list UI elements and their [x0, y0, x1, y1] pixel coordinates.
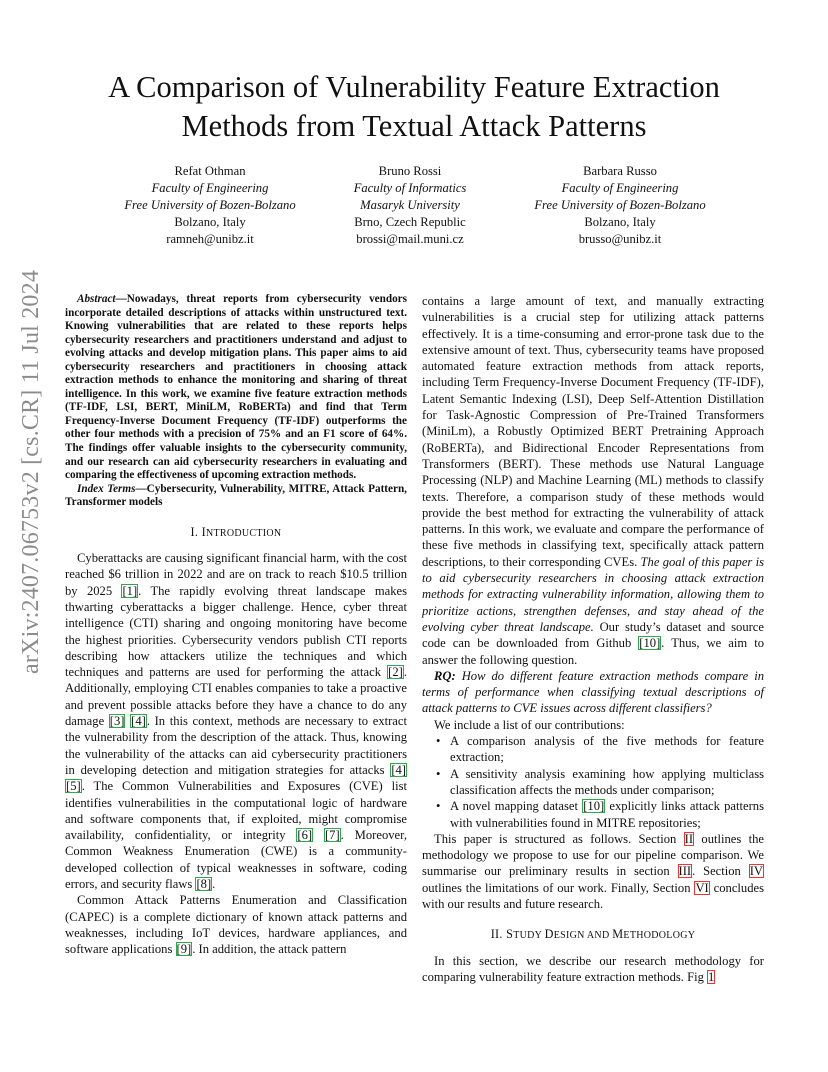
text: contains a large amount of text, and manually extracting vulnerabilities is a crucial step for utilizing attack patterns effectively. It is a time-consuming and error-prone task due to the extensive amount of text. Thus, cybersecurity teams have proposed automated feature extraction methods from attack reports, including Term Frequency-Inverse Document Frequency (TF-IDF), Latent Semantic Indexing (LSI), Deep Self-Attention Distillation for Task-Agnostic Compression of Pre-Trained Transformers (MiniLm), a Robustly Optimized BERT Pretraining Approach (RoBERTa), and Bidirectional Encoder Representations from Transformers (BERT). These methods use Natural Language Processing (NLP) and Machine Learning (ML) methods to classify texts. Therefore, a comparison study of these methods would provide the best method for extracting the vulnerability of attack patterns. In this work, we evaluate and compare the performance of these five methods in classifying text, specifically attack pattern descriptions, to their corresponding CVEs. [422, 294, 764, 569]
citation-link[interactable]: [4] [391, 762, 406, 777]
citation-link[interactable]: [3] [109, 714, 125, 729]
abstract-heading: Abstract [77, 293, 116, 305]
author-org: Free University of Bozen-Bolzano [534, 198, 706, 212]
structure-paragraph [422, 831, 764, 912]
intro-paragraph-2 [65, 892, 407, 957]
section-number: I. [190, 524, 202, 539]
author-org: Masaryk University [360, 198, 460, 212]
rq-label: RQ: [434, 668, 456, 683]
citation-link[interactable]: [5] [66, 779, 81, 794]
citation-link[interactable]: [1] [122, 583, 138, 598]
intro-paragraph-1 [65, 550, 407, 892]
author-location: Bolzano, Italy [174, 215, 246, 229]
arxiv-identifier[interactable]: arXiv:2407.06753v2 [cs.CR] 11 Jul 2024 [18, 269, 44, 674]
section-smallcaps: ESIGN AND [553, 930, 613, 942]
author-name: Refat Othman [174, 164, 246, 178]
intro-paragraph-3 [422, 293, 764, 668]
text: concludes with our results and future research. [422, 880, 764, 911]
citation-link[interactable]: [7] [324, 828, 340, 843]
author-org: Free University of Bozen-Bolzano [124, 198, 296, 212]
section-smallcaps: NTRODUCTION [205, 527, 282, 539]
list-item [450, 766, 764, 799]
author-dept: Faculty of Engineering [561, 181, 679, 195]
section-heading-methodology [422, 926, 764, 944]
text: . In addition, the attack pattern [192, 942, 347, 957]
contributions-intro: We include a list of our contributions: [434, 717, 625, 732]
author-2 [330, 163, 490, 248]
research-question [422, 668, 764, 717]
text: . [212, 876, 216, 891]
section-initial: I [201, 524, 206, 539]
text: Our study’s dataset and source code can be downloaded from Github [422, 619, 764, 651]
text: outlines the methodology we propose to use for our pipeline comparison. We summarise our preliminary results in section [422, 831, 764, 879]
goal-statement: The goal of this paper is to aid cybersecurity researchers in choosing attack extraction methods for extracting vulnerability information, allowing them to prioritize actions, strengthen defenses, and stay ahead of the evolving cyber threat landscape. [422, 554, 764, 634]
index-terms-text: —Cybersecurity, Vulnerability, MITRE, Attack Pattern, Transformer models [65, 482, 407, 509]
citation-link[interactable]: [10] [583, 799, 605, 814]
section-initial: S [506, 927, 514, 942]
text: . The rapidly evolving threat landscape makes thwarting cyberattacks a bigger challenge. Hence, cyber threat intelligence (CTI) sharing and ongoing monitoring have become the highest priorities. Cybersecurity vendors publish CTI reports describing how attackers utilize the techniques and which techniques and patterns are used for performing the attack [65, 583, 407, 680]
text: . Additionally, employing CTI enables companies to take a proactive and prevent possible attacks before they have a chance to do any damage [65, 665, 407, 729]
text: . Section [692, 864, 749, 879]
index-terms [65, 483, 407, 510]
rq-text: How do different feature extraction methods compare in terms of performance when classifying textual descriptions of attack patterns to CVE issues across different classifiers? [422, 668, 764, 716]
text: In this section, we describe our research methodology for comparing vulnerability feature extraction methods. Fig [422, 953, 764, 984]
citation-link[interactable]: [4] [131, 714, 146, 729]
text: A comparison analysis of the five methods for feature extraction; [450, 734, 764, 765]
section-smallcaps: TUDY [513, 930, 545, 942]
text: This paper is structured as follows. Section [434, 831, 684, 846]
citation-link[interactable]: [10] [639, 636, 661, 651]
list-item [450, 798, 764, 831]
author-dept: Faculty of Informatics [353, 181, 467, 195]
figure-link[interactable]: 1 [708, 969, 715, 984]
author-name: Bruno Rossi [378, 164, 442, 178]
text: A novel mapping dataset [450, 799, 583, 814]
index-terms-heading: Index Terms [77, 482, 136, 495]
abstract-text: —Nowadays, threat reports from cybersecurity vendors incorporate detailed descriptions of attacks within unstructured text. Knowing vulnerabilities that are related to these reports helps cybersecurity researchers and practitioners understand and adjust to evolving attacks and develop mitigation plans. This paper aims to aid cybersecurity researchers and practitioners in choosing attack extraction methods to enhance the monitoring and sharing of threat intelligence. In this work, we examine five feature extraction methods (TF-IDF, LSI, BERT, MiniLM, RoBERTa) and find that Term Frequency-Inverse Document Frequency (TF-IDF) outperforms the other four methods with a precision of 75% and an F1 score of 64%. The findings offer valuable insights to the cybersecurity community, and our research can aid cybersecurity researchers in evaluating and comparing the effectiveness of upcoming extraction methods. [65, 293, 407, 482]
section-link[interactable]: II [684, 831, 694, 846]
citation-link[interactable]: [8] [196, 876, 212, 891]
author-dept: Faculty of Engineering [151, 181, 269, 195]
section-initial: M [612, 927, 624, 942]
section-heading-introduction [65, 524, 407, 542]
author-name: Barbara Russo [583, 164, 657, 178]
text: . Thus, we aim to answer the following question. [422, 636, 764, 667]
author-email[interactable]: brusso@unibz.it [578, 232, 662, 246]
author-email[interactable]: brossi@mail.muni.cz [356, 232, 464, 246]
text: . The Common Vulnerabilities and Exposures (CVE) list identifies vulnerabilities in the computational logic of hardware and software components that, if exploited, might compromise availability, confidentiality, or integrity [65, 779, 407, 843]
text: outlines the limitations of our work. Finally, Section [422, 880, 695, 895]
right-column [422, 293, 764, 985]
text: Common Attack Patterns Enumeration and Classification (CAPEC) is a complete dictionary of known attack patterns and weaknesses, including IoT devices, hardware appliances, and software applications [65, 893, 407, 957]
section-link[interactable]: IV [749, 864, 763, 879]
text: Cyberattacks are causing significant financial harm, with the cost reached $6 trillion in 2022 and are on track to reach $10.5 trillion by 2025 [65, 551, 407, 598]
citation-link[interactable]: [9] [176, 942, 192, 957]
list-item [450, 733, 764, 766]
text: A sensitivity analysis examining how applying multiclass classification affects the methods under comparison; [450, 766, 764, 797]
section-number: II. [490, 927, 507, 942]
citation-link[interactable]: [2] [388, 665, 403, 680]
author-1 [110, 163, 310, 248]
contributions-list [422, 733, 764, 831]
section-link[interactable]: VI [695, 880, 709, 895]
section-smallcaps: ETHODOLOGY [623, 930, 696, 942]
arxiv-sidebar-stamp [18, 269, 54, 676]
left-column [65, 293, 407, 957]
methodology-paragraph [422, 953, 764, 986]
author-email[interactable]: ramneh@unibz.it [166, 232, 254, 246]
author-3 [520, 163, 720, 248]
paper-title: A Comparison of Vulnerability Feature Extraction Methods from Textual Attack Patterns [108, 70, 720, 143]
citation-link[interactable]: [6] [297, 828, 313, 843]
section-initial: D [544, 927, 554, 942]
abstract [65, 293, 407, 483]
author-location: Brno, Czech Republic [354, 215, 466, 229]
section-link[interactable]: III [678, 864, 692, 879]
text: . In this context, methods are necessary to extract the vulnerability from the description of the attack. Thus, knowing the vulnerability of the attacks can aid cybersecurity practitioners in developing detection and mitigation strategies for attacks [65, 714, 407, 777]
author-location: Bolzano, Italy [584, 215, 656, 229]
text: . Moreover, Common Weakness Enumeration (CWE) is a community-developed collection of typical weaknesses in software, coding errors, and security flaws [65, 828, 407, 891]
text: explicitly links attack patterns with vulnerabilities found in MITRE repositories; [450, 799, 764, 830]
